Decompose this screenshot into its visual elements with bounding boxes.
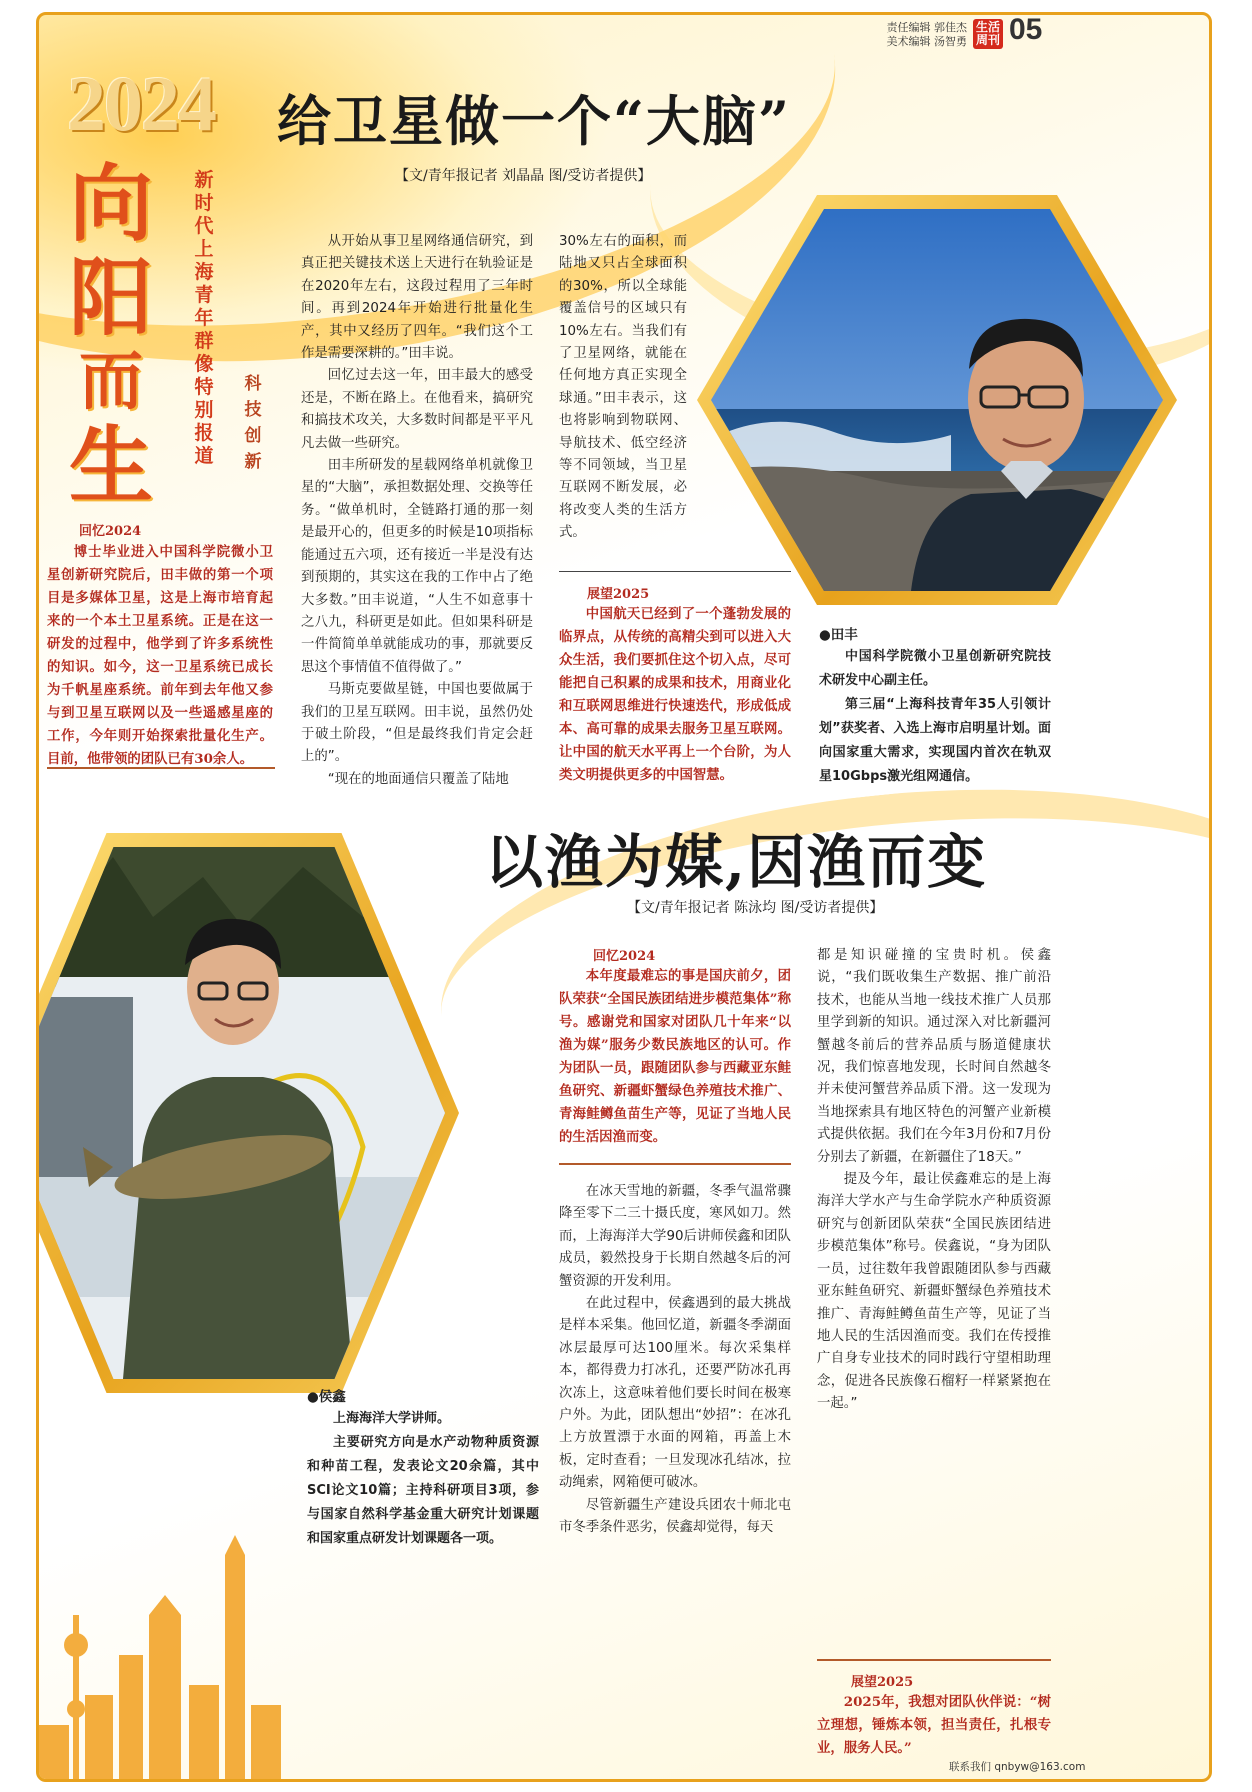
subtitle-char: 别: [194, 399, 214, 421]
weekly-logo: 生活周刊: [973, 19, 1003, 49]
article1-outlook-title: 展望2025: [587, 587, 650, 602]
article1-outlook-text: [559, 603, 791, 787]
newspaper-page: [36, 12, 1212, 1782]
editor-credits: [867, 21, 967, 49]
article1-column2: [301, 231, 533, 791]
outlook-paragraph: 中国航天已经到了一个蓬勃发展的临界点，从传统的高精尖到可以进入大众生活，我们要抓住这个切入点，尽可能把自己积累的成果和技术，用商业化和互联网思维进行快速迭代，形成低成本、高可靠的成果去服务卫星互联网。让中国的航天水平再上一个台阶，为人类文明提供更多的中国智慧。: [559, 606, 791, 783]
subtitle-char: 新: [194, 169, 214, 191]
paragraph: 从开始从事卫星网络通信研究，到真正把关键技术送上天进行在轨验证是在2020年左右，这段过程用了三年时间。再到2024年开始进行批量化生产，其中又经历了四年。“我们这个工作是需要深耕的。”田丰说。: [301, 234, 533, 362]
paragraph: 尽管新疆生产建设兵团农十师北屯市冬季条件恶劣，侯鑫却觉得，每天: [559, 1497, 791, 1536]
profile-paragraph: 上海海洋大学讲师。: [333, 1411, 451, 1426]
footer-contact: 联系我们 qnbyw@163.com: [949, 1761, 1086, 1773]
article1-column3: [559, 231, 687, 545]
subtitle-char: 青: [194, 284, 214, 306]
profile-name-houxin: ●侯鑫: [307, 1389, 346, 1405]
profile-name-tianfeng: ●田丰: [819, 627, 858, 643]
series-title-char: 向: [68, 154, 153, 253]
divider: [817, 1659, 1051, 1661]
art-editor-line: 美术编辑 汤智勇: [886, 35, 967, 48]
photo-tianfeng: [711, 209, 1163, 591]
outlook-paragraph: 2025年，我想对团队伙伴说：“树立理想，锤炼本领，担当责任，扎根专业，服务人民。”: [817, 1694, 1051, 1756]
subtitle-char: 像: [194, 353, 214, 375]
subtitle-char: 上: [194, 238, 214, 260]
article1-recall-text: [47, 541, 273, 771]
article2-headline: 以渔为媒,因渔而变: [485, 828, 988, 896]
profile-tianfeng: [819, 645, 1051, 789]
section-char: 科: [244, 374, 262, 394]
article2-recall-text: [559, 965, 791, 1149]
section-char: 创: [244, 426, 262, 446]
paragraph: 提及今年，最让侯鑫难忘的是上海海洋大学水产与生命学院水产种质资源研究与创新团队荣获“全国民族团结进步模范集体”称号。侯鑫说，“身为团队一员，过往数年我曾跟随团队参与西藏亚东鲑鱼研究、新疆虾蟹绿色养殖技术推广、青海鲑鳟鱼苗生产等，见证了当地人民的生活因渔而变。我们在传授推广自身专业技术的同时践行守望相助理念，促进各民族像石榴籽一样紧紧抱在一起。”: [817, 1172, 1051, 1412]
article2-column2: [559, 1181, 791, 1540]
subtitle-char: 道: [194, 445, 214, 467]
article2-outlook-title: 展望2025: [851, 1675, 914, 1690]
paragraph: 30%左右的面积，而陆地又只占全球面积的30%，所以全球能覆盖信号的区域只有10%左右。当我们有了卫星网络，就能在任何地方真正实现全球通。”田丰表示，这也将影响到物联网、导航技术、低空经济等不同领域，当卫星互联网不断发展，必将改变人类的生活方式。: [559, 234, 687, 541]
subtitle-char: 年: [194, 307, 214, 329]
recall-paragraph: 本年度最难忘的事是国庆前夕，团队荣获“全国民族团结进步模范集体”称号。感谢党和国家对团队几十年来“以渔为媒”服务少数民族地区的认可。作为团队一员，跟随团队参与西藏亚东鲑鱼研究、新疆虾蟹绿色养殖技术推广、青海鲑鳟鱼苗生产等，见证了当地人民的生活因渔而变。: [559, 968, 791, 1145]
profile-houxin: [307, 1407, 539, 1551]
series-title: [61, 154, 161, 515]
paragraph: 马斯克要做星链，中国也要做属于我们的卫星互联网。田丰说，虽然仍处于破土阶段，“但是最终我们肯定会赶上的”。: [301, 682, 533, 765]
section-char: 新: [244, 452, 262, 472]
paragraph: 田丰所研发的星载网络单机就像卫星的“大脑”，承担数据处理、交换等任务。“做单机时，全链路打通的那一刻是最开心的，但更多的时候是10项指标能通过五六项，还有接近一半是没有达到预期的，其实这在我的工作中占了绝大多数。”田丰说道，“人生不如意事十之八九，科研更是如此。但如果科研是一件简简单单就能成功的事，那就要反思这个事情值不值得做了。”: [301, 458, 533, 675]
article2-column3: [817, 945, 1051, 1416]
article1-headline: 给卫星做一个“大脑”: [277, 89, 792, 153]
profile-paragraph: 中国科学院微小卫星创新研究院技术研发中心副主任。: [819, 649, 1051, 688]
recall-paragraph: 博士毕业进入中国科学院微小卫星创新研究院后，田丰做的第一个项目是多媒体卫星，这是上海市培育起来的一个本土卫星系统。正是在这一研发的过程中，他学到了许多系统性的知识。如今，这一卫星系统已成长为千帆星座系统。前年到去年他又参与到卫星互联网以及一些遥感星座的工作，今年则开始探索批量化生产。目前，他带领的团队已有30余人。: [47, 544, 273, 767]
portrait-image: [36, 847, 445, 1379]
series-title-char: 阳: [68, 248, 153, 347]
article1-byline: 【文/青年报记者 刘晶晶 图/受访者提供】: [395, 168, 652, 184]
page-number: 05: [1009, 13, 1043, 46]
divider: [47, 767, 275, 769]
paragraph: “现在的地面通信只覆盖了陆地: [327, 771, 509, 787]
skyline-decor: [39, 1495, 299, 1782]
section-label: [243, 371, 263, 475]
profile-paragraph: 主要研究方向是水产动物种质资源和种苗工程，发表论文20余篇，其中SCI论文10篇；主持科研项目3项，参与国家自然科学基金重大研究计划课题和国家重点研发计划课题各一项。: [307, 1435, 539, 1546]
series-title-char: 生: [68, 416, 153, 515]
series-subtitle: [193, 169, 215, 468]
article1-recall-title: 回忆2024: [79, 524, 142, 539]
paragraph: 都是知识碰撞的宝贵时机。侯鑫说，“我们既收集生产数据、推广前沿技术，也能从当地一线技术推广人员那里学到新的知识。通过深入对比新疆河蟹越冬前后的营养品质与肠道健康状况，我们惊喜地发现，长时间自然越冬并未使河蟹营养品质下滑。这一发现为当地探索具有地区特色的河蟹产业新模式提供依据。我们在今年3月份和7月份分别去了新疆，在新疆住了18天。”: [817, 948, 1051, 1165]
subtitle-char: 特: [194, 376, 214, 398]
section-char: 技: [244, 400, 262, 420]
editor-line: 责任编辑 郭佳杰: [886, 21, 967, 34]
article2-byline: 【文/青年报记者 陈泳均 图/受访者提供】: [627, 900, 884, 916]
subtitle-char: 代: [194, 215, 214, 237]
subtitle-char: 群: [194, 330, 214, 352]
article2-recall-title: 回忆2024: [593, 949, 656, 964]
divider: [559, 571, 791, 572]
portrait-image: [711, 209, 1163, 591]
subtitle-char: 海: [194, 261, 214, 283]
series-year: 2024: [67, 60, 215, 147]
subtitle-char: 时: [194, 192, 214, 214]
series-title-char: 而: [79, 344, 143, 419]
paragraph: 回忆过去这一年，田丰最大的感受还是，不断在路上。在他看来，搞研究和搞技术攻关，大多数时间都是平平凡凡去做一些研究。: [301, 368, 533, 451]
photo-houxin: [36, 847, 445, 1379]
photo-frame-houxin: [36, 833, 459, 1393]
paragraph: 在此过程中，侯鑫遇到的最大挑战是样本采集。他回忆道，新疆冬季湖面冰层最厚可达100厘米。每次采集样本，都得费力打冰孔，还要严防冰孔再次冻上，这意味着他们要长时间在极寒户外。为此，团队想出“妙招”：在冰孔上方放置漂于水面的网箱，再盖上木板，定时查看；一旦发现冰孔结冰，拉动绳索，网箱便可破冰。: [559, 1296, 791, 1491]
profile-paragraph: 第三届“上海科技青年35人引领计划”获奖者、入选上海市启明星计划。面向国家重大需求，实现国内首次在轨双星10Gbps激光组网通信。: [819, 697, 1051, 784]
divider: [559, 1163, 791, 1165]
subtitle-char: 报: [194, 422, 214, 444]
paragraph: 在冰天雪地的新疆，冬季气温常骤降至零下二三十摄氏度，寒风如刀。然而，上海海洋大学90后讲师侯鑫和团队成员，毅然投身于长期自然越冬后的河蟹资源的开发利用。: [559, 1184, 791, 1289]
article2-outlook-text: [817, 1691, 1051, 1760]
